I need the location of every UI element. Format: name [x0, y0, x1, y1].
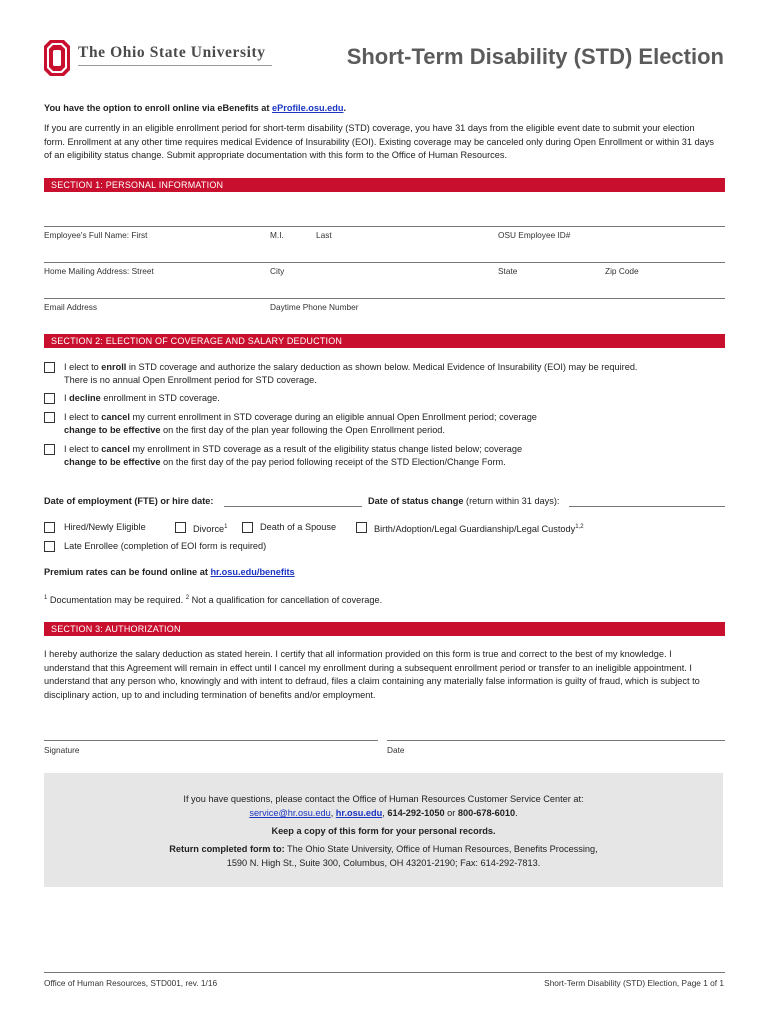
late-enrollee-checkbox[interactable] — [44, 541, 55, 552]
phone-1: 614-292-1050 — [387, 808, 445, 818]
date-employment-field[interactable] — [224, 506, 362, 507]
section-3-heading: SECTION 3: AUTHORIZATION — [44, 622, 725, 636]
authorization-paragraph: I hereby authorize the salary deduction as stated herein. I certify that all information provided on this form is true and correct to the best of my knowledge. I understand that this Agreement will remain in effect until I cancel my enrollment during a subsequent enrollment period or transfer to an ineligible appointment. I understand that any person who, knowingly and with intent to defraud, files a claim containing any materially false information is guilty of fraud, which is subject to disciplinary action, up to and including termination of benefits and/or employment. — [44, 649, 700, 700]
divorce-label: Divorce$^1$ — [193, 524, 228, 535]
cancel-open-enrollment-checkbox[interactable] — [44, 412, 55, 423]
intro-paragraph: If you are currently in an eligible enrollment period for short-term disability (STD) coverage, you have 31 days from the eligible event date to submit your election form. Enrollment at any other time requires medical Evidence of Insurability (EOI). Existing coverage may be canceled only during Open Enrollment or within 31 days of an eligibility status change. Submit appropriate documentation with this form to the Office of Human Resources. — [44, 123, 714, 160]
first-name-label: Employee's Full Name: First — [44, 230, 148, 240]
signature-field[interactable] — [44, 740, 378, 741]
hr-site-link[interactable]: hr.osu.edu — [335, 808, 383, 818]
date-status-label: Date of status change (return within 31 days): — [368, 496, 560, 506]
enroll-option: I elect to enroll in STD coverage and authorize the salary deduction as shown below. Medical Evidence of Insurability (EOI) may be required. There is no annual Open Enrollment period for STD coverage. — [64, 362, 638, 386]
decline-checkbox[interactable] — [44, 393, 55, 404]
contact-row-line[interactable] — [44, 298, 725, 299]
osu-block-o-logo — [44, 40, 70, 76]
section-1-heading: SECTION 1: PERSONAL INFORMATION — [44, 178, 725, 192]
state-label: State — [498, 266, 518, 276]
cancel-status-change-checkbox[interactable] — [44, 444, 55, 455]
phone-2: 800-678-6010 — [457, 808, 516, 818]
death-checkbox[interactable] — [242, 522, 253, 533]
last-name-label: Last — [316, 230, 332, 240]
section-2-heading: SECTION 2: ELECTION OF COVERAGE AND SALARY DEDUCTION — [44, 334, 725, 348]
phone-label: Daytime Phone Number — [270, 302, 359, 312]
keep-copy-note: Keep a copy of this form for your personal records. — [271, 826, 496, 836]
university-underline — [78, 65, 272, 66]
birth-label: Birth/Adoption/Legal Guardianship/Legal Custody$^{1,2}$ — [374, 524, 584, 535]
zip-label: Zip Code — [605, 266, 639, 276]
hired-label: Hired/Newly Eligible — [64, 522, 146, 532]
date-status-field[interactable] — [569, 506, 725, 507]
email-label: Email Address — [44, 302, 98, 312]
hired-checkbox[interactable] — [44, 522, 55, 533]
name-row-line[interactable] — [44, 226, 725, 227]
footer-rule — [44, 972, 725, 973]
form-title: Short-Term Disability (STD) Election — [346, 44, 724, 69]
cancel-open-enrollment-option: I elect to cancel my current enrollment in STD coverage during an eligible annual Open Enrollment period; coverage change to be effective on the first day of the plan year following the Open Enrollment period. — [64, 412, 537, 436]
benefits-link[interactable]: hr.osu.edu/benefits — [210, 567, 295, 577]
street-label: Home Mailing Address: Street — [44, 266, 154, 276]
date-employment-label: Date of employment (FTE) or hire date: — [44, 496, 214, 506]
decline-option: I decline enrollment in STD coverage. — [64, 393, 220, 403]
university-name: The Ohio State University — [78, 44, 266, 61]
contact-line: If you have questions, please contact the Office of Human Resources Customer Service Center at: — [183, 794, 584, 804]
employee-id-label: OSU Employee ID# — [498, 230, 571, 240]
death-label: Death of a Spouse — [260, 522, 337, 532]
mi-label: M.I. — [270, 230, 284, 240]
date-field[interactable] — [387, 740, 725, 741]
city-label: City — [270, 266, 285, 276]
address-row-line[interactable] — [44, 262, 725, 263]
service-email-link[interactable]: service@hr.osu.edu — [249, 808, 331, 818]
cancel-status-change-option: I elect to cancel my enrollment in STD coverage as a result of the eligibility status change listed below; coverage change to be effective on the first day of the pay period following receipt of the STD Election/Change Form. — [64, 444, 523, 468]
premium-rates-note: Premium rates can be found online at hr.osu.edu/benefits — [44, 567, 295, 577]
contact-info-box — [44, 773, 723, 887]
footnotes: $^1$ Documentation may be required. $^2$ Not a qualification for cancellation of coverage. — [44, 595, 383, 606]
date-label: Date — [387, 745, 405, 755]
footer-right: Short-Term Disability (STD) Election, Page 1 of 1 — [544, 978, 724, 988]
late-enrollee-label: Late Enrollee (completion of EOI form is required) — [64, 541, 267, 551]
contact-methods: service@hr.osu.edu, hr.osu.edu, 614-292-1050 or 800-678-6010. — [249, 808, 518, 818]
birth-checkbox[interactable] — [356, 522, 367, 533]
online-enroll-note: You have the option to enroll online via eBenefits at eProfile.osu.edu. — [44, 103, 347, 113]
return-address: Return completed form to: The Ohio State University, Office of Human Resources, Benefits Processing, 1590 N. High St., Suite 300, Columbus, OH 43201-2190; Fax: 614-292-7813. — [169, 844, 598, 868]
signature-label: Signature — [44, 745, 80, 755]
enroll-checkbox[interactable] — [44, 362, 55, 373]
eprofile-link[interactable]: eProfile.osu.edu — [272, 103, 344, 113]
divorce-checkbox[interactable] — [175, 522, 186, 533]
footer-left: Office of Human Resources, STD001, rev. 1/16 — [44, 978, 218, 988]
